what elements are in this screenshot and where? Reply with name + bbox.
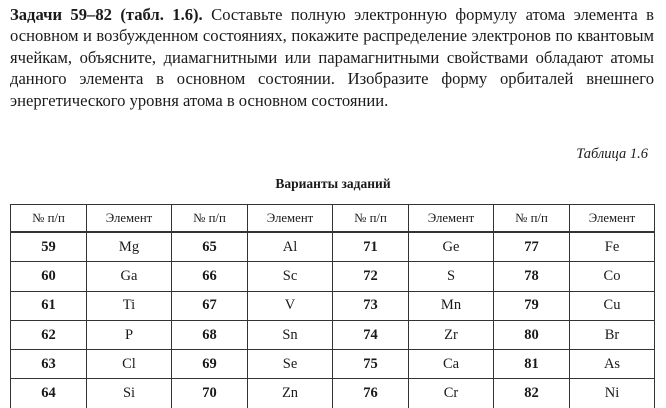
variant-number: 65 <box>172 232 248 262</box>
element-symbol: Fe <box>570 232 655 262</box>
variant-number: 77 <box>494 232 570 262</box>
variant-number: 59 <box>11 232 87 262</box>
element-symbol: Zn <box>248 379 333 408</box>
element-symbol: Ni <box>570 379 655 408</box>
variant-number: 66 <box>172 262 248 291</box>
header-number: № п/п <box>333 205 409 233</box>
table-header <box>11 205 655 233</box>
variant-number: 69 <box>172 350 248 379</box>
header-element: Элемент <box>87 205 172 233</box>
variant-number: 61 <box>11 291 87 320</box>
table-row <box>11 350 655 379</box>
element-symbol: Mg <box>87 232 172 262</box>
header-number: № п/п <box>11 205 87 233</box>
element-symbol: P <box>87 320 172 349</box>
variant-number: 79 <box>494 291 570 320</box>
element-symbol: Ge <box>409 232 494 262</box>
variant-number: 70 <box>172 379 248 408</box>
element-symbol: S <box>409 262 494 291</box>
header-element: Элемент <box>248 205 333 233</box>
variant-number: 76 <box>333 379 409 408</box>
element-symbol: Co <box>570 262 655 291</box>
element-symbol: Ga <box>87 262 172 291</box>
variant-number: 72 <box>333 262 409 291</box>
table-number-label: Таблица 1.6 <box>576 146 648 162</box>
element-symbol: Ti <box>87 291 172 320</box>
element-symbol: Al <box>248 232 333 262</box>
element-symbol: Cr <box>409 379 494 408</box>
table-row <box>11 379 655 408</box>
element-symbol: V <box>248 291 333 320</box>
problem-text: Составьте полную электронную формулу атома элемента в основном и возбужденном состояниях, покажите распределение электронов по квантовым ячейкам, объясните, диамагнитными или парамагнитными свойствами обладают атомы данного элемента в основном состоянии. Изобразите форму орбиталей внешнего энергетического уровня атома в основном состоянии. <box>10 5 654 110</box>
element-symbol: Se <box>248 350 333 379</box>
variant-number: 74 <box>333 320 409 349</box>
variant-number: 75 <box>333 350 409 379</box>
variant-number: 63 <box>11 350 87 379</box>
header-element: Элемент <box>409 205 494 233</box>
variant-number: 67 <box>172 291 248 320</box>
variant-number: 60 <box>11 262 87 291</box>
problem-heading: Задачи 59–82 (табл. 1.6). <box>10 5 203 24</box>
table-row <box>11 320 655 349</box>
header-element: Элемент <box>570 205 655 233</box>
element-symbol: Cu <box>570 291 655 320</box>
variant-number: 82 <box>494 379 570 408</box>
table-row <box>11 232 655 262</box>
variant-number: 71 <box>333 232 409 262</box>
variant-number: 68 <box>172 320 248 349</box>
table-row <box>11 291 655 320</box>
element-symbol: Sc <box>248 262 333 291</box>
variant-number: 81 <box>494 350 570 379</box>
variant-number: 73 <box>333 291 409 320</box>
element-symbol: Mn <box>409 291 494 320</box>
table-body <box>11 232 655 408</box>
table-caption: Варианты заданий <box>275 176 391 191</box>
variant-number: 78 <box>494 262 570 291</box>
header-number: № п/п <box>172 205 248 233</box>
table-row <box>11 262 655 291</box>
problem-statement <box>10 4 654 111</box>
variant-number: 80 <box>494 320 570 349</box>
element-symbol: Ca <box>409 350 494 379</box>
element-symbol: Si <box>87 379 172 408</box>
element-symbol: Cl <box>87 350 172 379</box>
variant-number: 64 <box>11 379 87 408</box>
element-symbol: As <box>570 350 655 379</box>
element-symbol: Sn <box>248 320 333 349</box>
header-number: № п/п <box>494 205 570 233</box>
variant-number: 62 <box>11 320 87 349</box>
element-symbol: Zr <box>409 320 494 349</box>
header-row <box>11 205 655 233</box>
variants-table <box>10 204 655 408</box>
element-symbol: Br <box>570 320 655 349</box>
